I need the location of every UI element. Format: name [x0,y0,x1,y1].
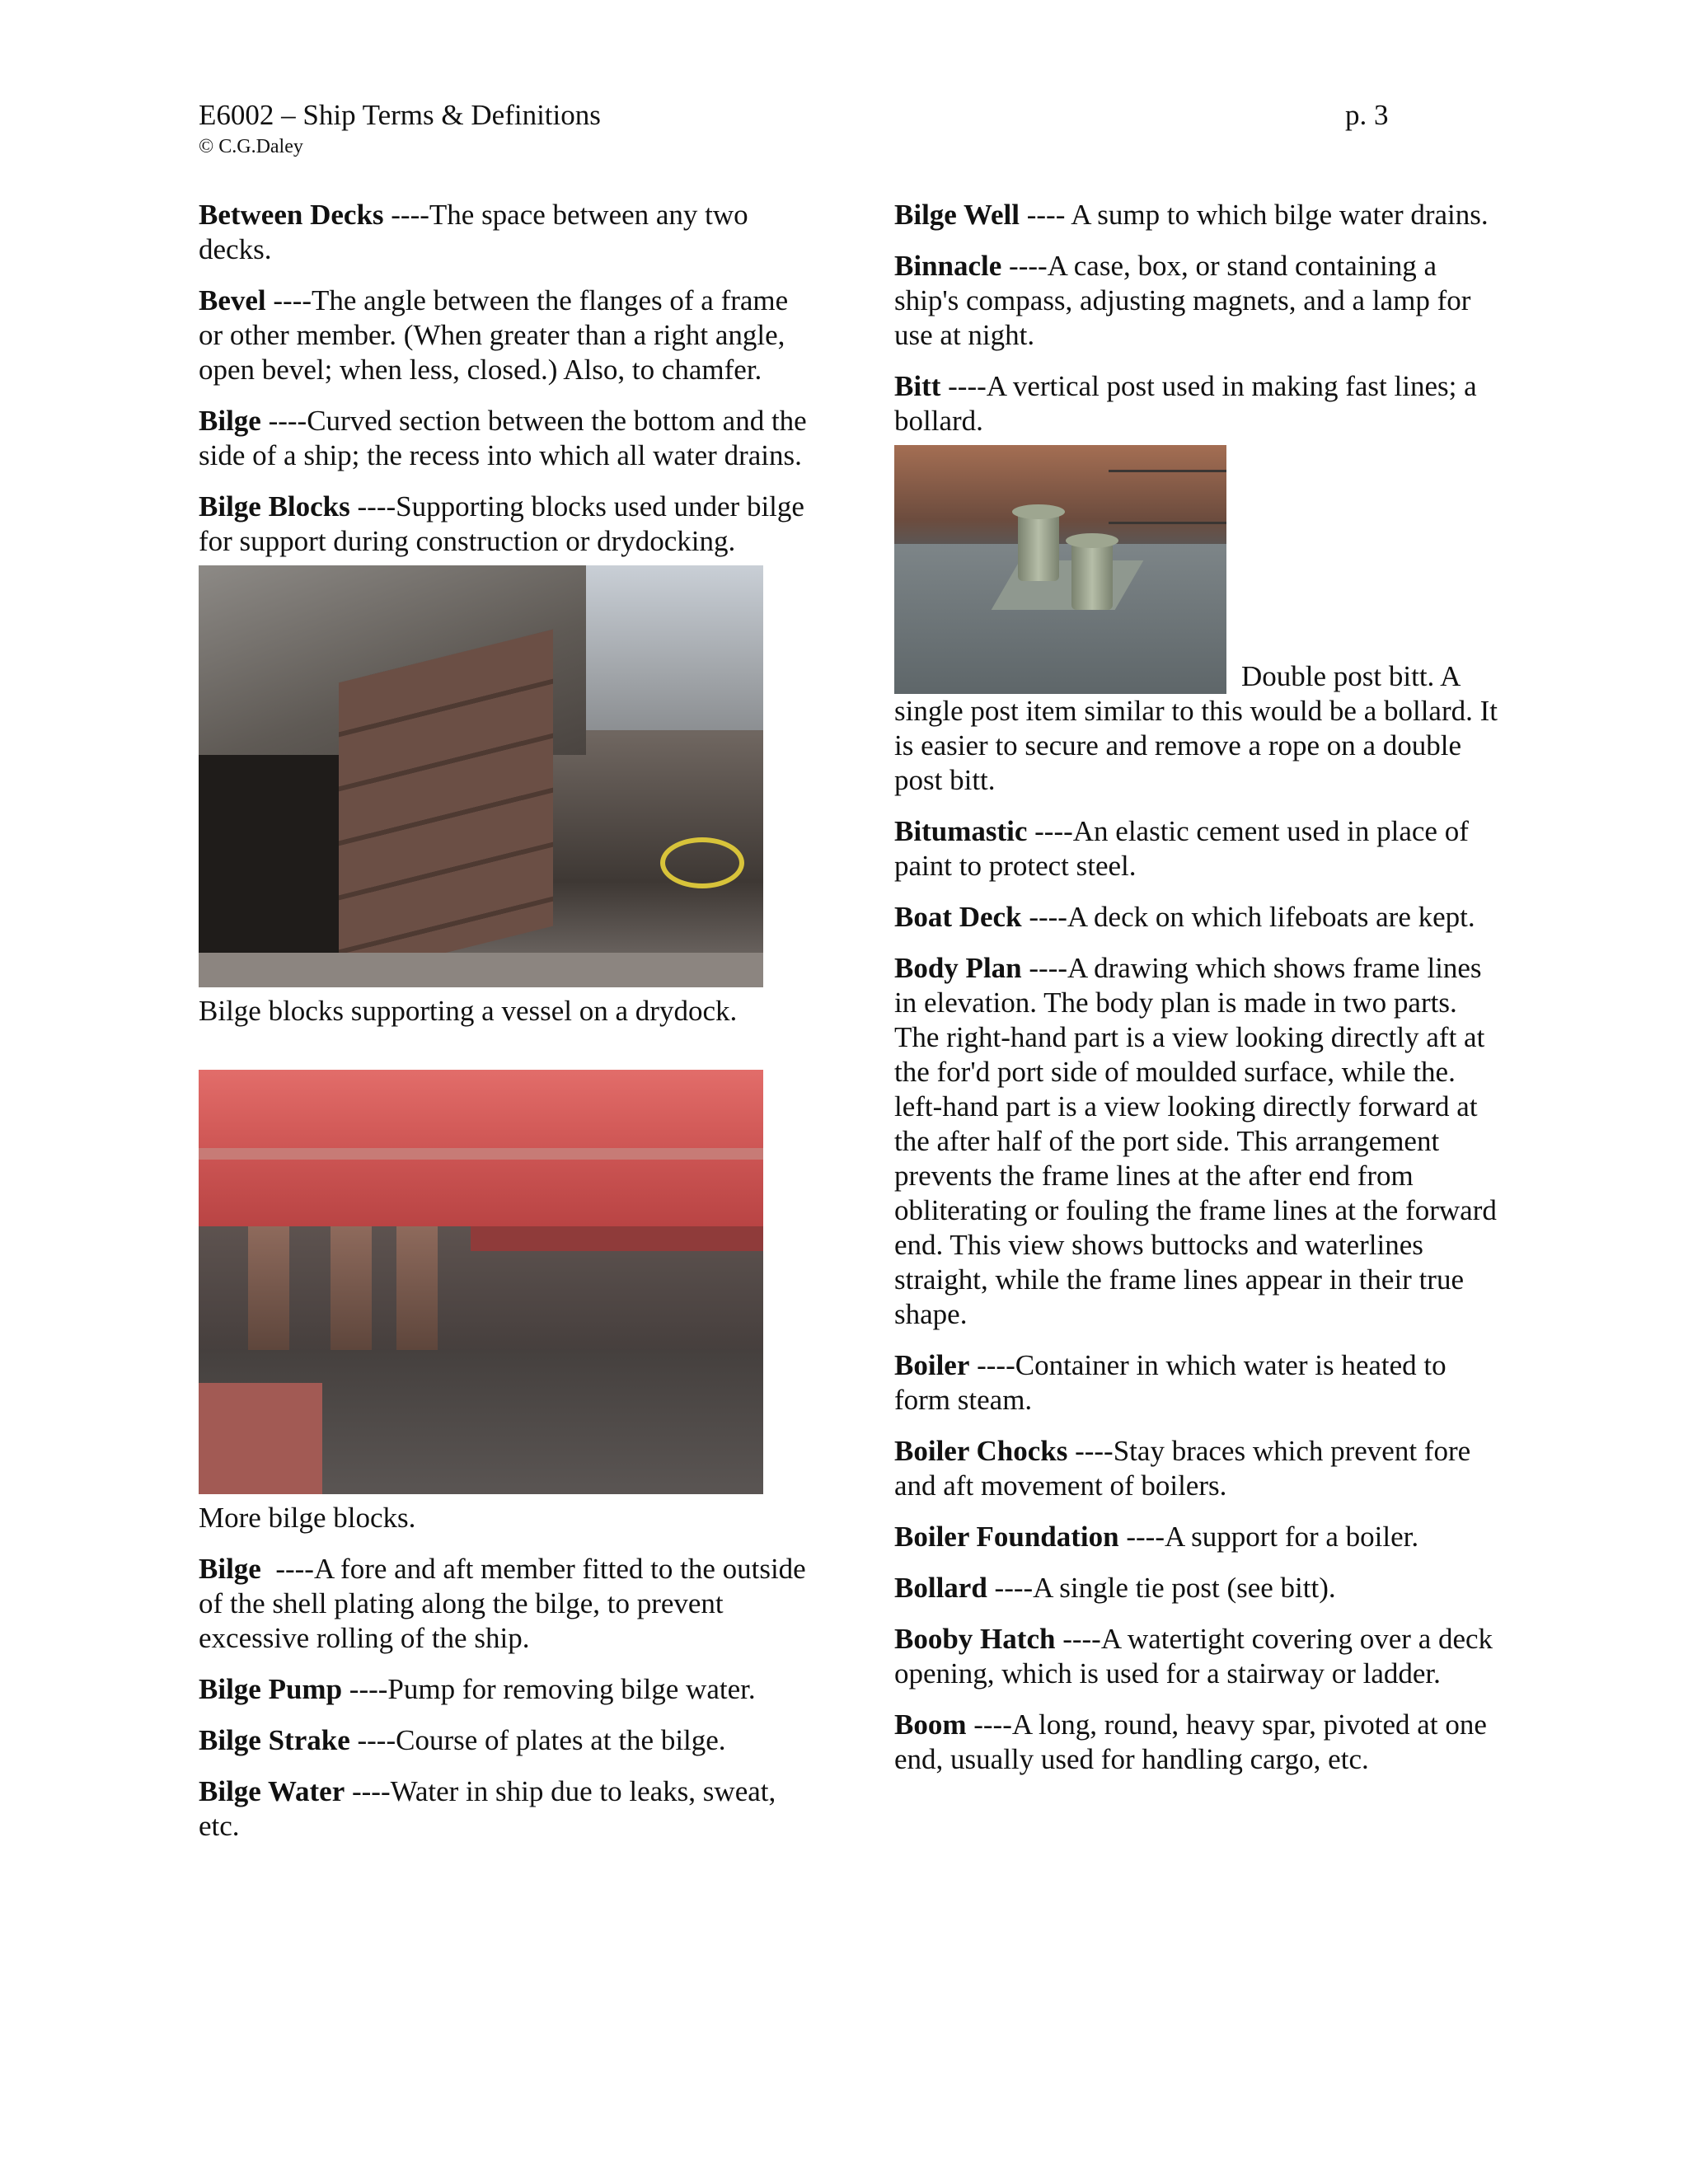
definition: ----Water in ship due to leaks, sweat, etc. [199,1775,776,1842]
definition: ----Supporting blocks used under bilge for support during construction or drydocking. [199,490,804,557]
definition: ----Course of plates at the bilge. [349,1724,726,1756]
term: Boiler Foundation [894,1521,1119,1553]
definition-entry [199,404,809,473]
term: Bevel [199,284,266,316]
term: Bollard [894,1572,987,1604]
definition-entry [199,1774,809,1844]
definition: ----Curved section between the bottom and the side of a ship; the recess into which all water drains. [199,405,807,471]
definition: ----A vertical post used in making fast lines; a bollard. [894,370,1477,437]
term: Booby Hatch [894,1623,1056,1655]
definition: ----A support for a boiler. [1118,1521,1419,1553]
term: Bilge Water [199,1775,345,1807]
term: Boiler Chocks [894,1435,1068,1467]
definition-entry [894,1434,1504,1503]
term: Binnacle [894,250,1002,282]
definition: ----The angle between the flanges of a frame or other member. (When greater than a right angle, open bevel; when less, closed.) Also, to chamfer. [199,284,789,386]
definition: ----A drawing which shows frame lines in elevation. The body plan is made in two parts. The right-hand part is a view looking directly aft at the for'd port side of moulded surface, while the. left-hand part is a view looking directly forward at the after half of the port side. This arrangement prevents the frame lines at the after end from obliterating or fouling the frame lines at the forward end. This view shows buttocks and waterlines straight, while the frame lines appear in their true shape. [894,952,1497,1330]
definition-entry [894,1622,1504,1691]
right-column [894,198,1504,1793]
definition: ----Stay braces which prevent fore and aft movement of boilers. [894,1435,1471,1502]
page-number: p. 3 [1345,99,1389,131]
double-post-bitt-photo [894,445,1226,694]
term: Bilge Well [894,199,1020,231]
definition-entry [894,814,1504,883]
definition: ----A fore and aft member fitted to the outside of the shell plating along the bilge, to prevent excessive rolling of the ship. [199,1553,814,1654]
definition-entry [894,1348,1504,1418]
photo-caption: More bilge blocks. [199,1502,416,1534]
term: Bilge [199,1553,261,1585]
definition: ---- A sump to which bilge water drains. [1020,199,1489,231]
bitt-figure [894,445,1504,798]
document-title: E6002 – Ship Terms & Definitions [199,99,601,131]
bilge-blocks-photo [199,565,763,987]
definition-entry [199,1672,809,1707]
definition: ----The space between any two decks. [199,199,748,265]
definition-entry [894,1571,1504,1605]
term: Between Decks [199,199,384,231]
definition-entry [894,249,1504,353]
definition: ----An elastic cement used in place of paint to protect steel. [894,815,1469,882]
definition-entry [894,951,1504,1332]
term: Bilge Blocks [199,490,350,523]
photo-caption: Bilge blocks supporting a vessel on a drydock. [199,995,738,1027]
term: Bilge Pump [199,1673,343,1705]
definition-entry [894,1708,1504,1777]
definition-entry [199,1723,809,1758]
definition: ----Container in which water is heated to form steam. [894,1349,1447,1416]
definition-entry [894,900,1504,935]
definition-entry [199,1552,814,1656]
term: Boom [894,1708,967,1741]
definition: ----A watertight covering over a deck opening, which is used for a stairway or ladder. [894,1623,1493,1690]
left-column [199,198,814,1860]
term: Bilge Strake [199,1724,350,1756]
term: Bitt [894,370,941,402]
definition: ----A long, round, heavy spar, pivoted at one end, usually used for handling cargo, etc. [894,1708,1487,1775]
definition: ----A deck on which lifeboats are kept. [1021,901,1475,933]
definition: ----A case, box, or stand containing a ship's compass, adjusting magnets, and a lamp for use at night. [894,250,1471,351]
definition-entry [199,284,809,387]
definition: ----Pump for removing bilge water. [342,1673,756,1705]
term: Bitumastic [894,815,1028,847]
definition-entry [894,369,1504,438]
definition-entry [199,198,809,267]
definition-entry [894,198,1504,232]
bilge-blocks-photo-2 [199,1070,763,1494]
definition-entry [894,1520,1504,1554]
term: Bilge [199,405,261,437]
copyright-notice: © C.G.Daley [199,136,303,157]
term: Boiler [894,1349,970,1381]
definition-entry [199,490,809,559]
photo-caption: Double post bitt. A single post item similar to this would be a bollard. It is easier to secure and remove a rope on a double post bitt. [894,660,1498,796]
term: Body Plan [894,952,1022,984]
definition: ----A single tie post (see bitt). [987,1572,1336,1604]
term: Boat Deck [894,901,1022,933]
